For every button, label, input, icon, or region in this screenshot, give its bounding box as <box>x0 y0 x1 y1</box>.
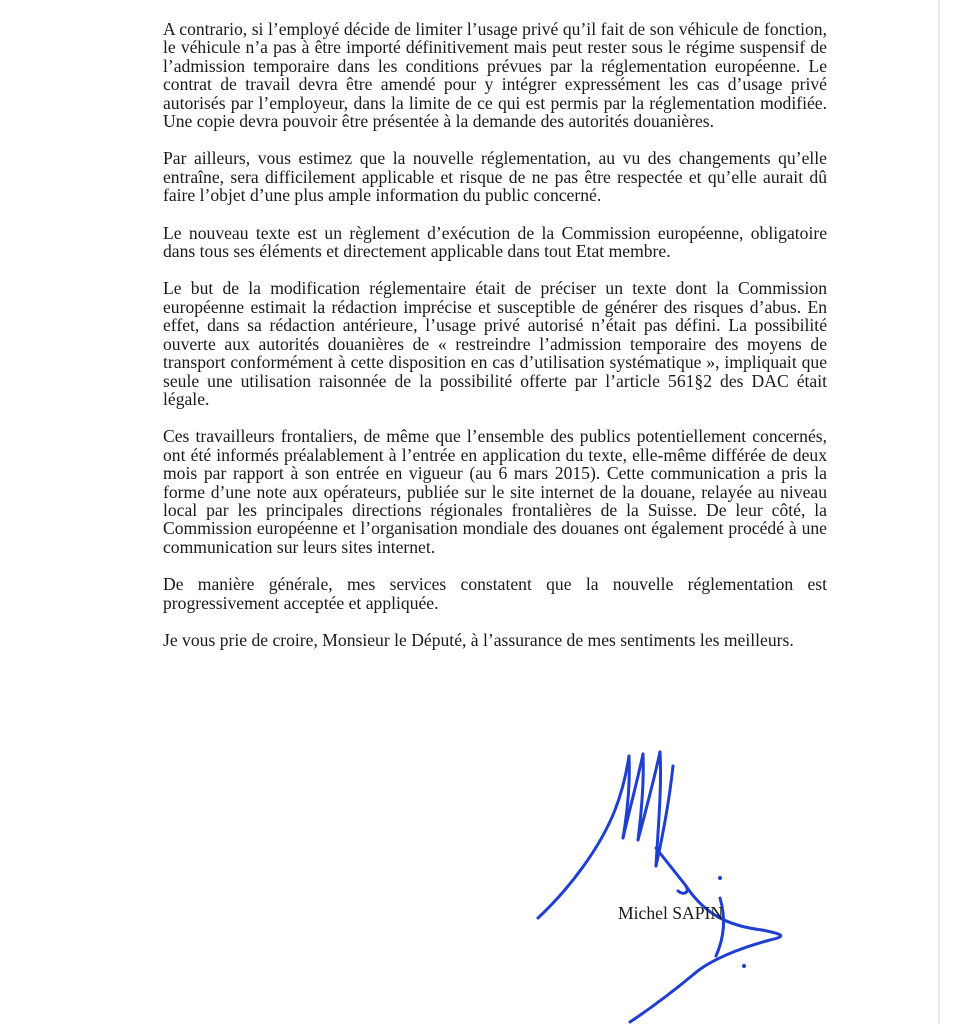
paragraph-formule-politesse: Je vous prie de croire, Monsieur le Député, à l’assurance de mes sentiments les meilleurs. <box>163 629 794 650</box>
paragraph-applicabilite: Par ailleurs, vous estimez que la nouvelle réglementation, au vu des changements qu’elle entraîne, sera difficilement applicable et risque de ne pas être respectée et qu’elle aurait dû faire l’objet d’une plus ample information du public concerné. <box>163 148 827 206</box>
paragraph-acceptation: De manière générale, mes services constatent que la nouvelle réglementation est progressivement acceptée et appliquée. <box>163 574 827 613</box>
scan-edge-line <box>938 0 940 1024</box>
paragraph-communication: Ces travailleurs frontaliers, de même que l’ensemble des publics potentiellement concernés, ont été informés préalablement à l’entrée en application du texte, elle-même différée de deux mois par rapport à son entrée en vigueur (au 6 mars 2015). Cette communication a pris la forme d’une note aux opérateurs, publiée sur le site internet de la douane, relayée au niveau local par les principales directions régionales frontalières de la Suisse. De leur côté, la Commission européenne et l’organisation mondiale des douanes ont également procédé à une communication sur leurs sites internet. <box>163 426 827 557</box>
paragraph-reglement-execution: Le nouveau texte est un règlement d’exécution de la Commission européenne, obligatoire dans tous ses éléments et directement applicable dans tout Etat membre. <box>163 222 827 262</box>
signatory-name: Michel SAPIN <box>618 903 724 923</box>
handwritten-signature-icon <box>530 748 810 1024</box>
letter-body <box>163 20 827 668</box>
signature-block <box>530 748 810 1024</box>
paragraph-admission-temporaire: A contrario, si l’employé décide de limiter l’usage privé qu’il fait de son véhicule de fonction, le véhicule n’a pas à être importé définitivement mais peut rester sous le régime suspensif de l’admission temporaire dans les conditions prévues par la réglementation européenne. Le contrat de travail devra être amendé pour y intégrer expressément les cas d’usage privé autorisés par l’employeur, dans la limite de ce qui est permis par la réglementation modifiée. Une copie devra pouvoir être présentée à la demande des autorités douanières. <box>163 19 827 132</box>
paragraph-but-modification: Le but de la modification réglementaire était de préciser un texte dont la Commission européenne estimait la rédaction imprécise et susceptible de générer des risques d’abus. En effet, dans sa rédaction antérieure, l’usage privé autorisé n’était pas défini. La possibilité ouverte aux autorités douanières de « restreindre l’admission temporaire des moyens de transport conformément à cette disposition en cas d’utilisation systématique », impliquait que seule une utilisation raisonnée de la possibilité offerte par l’article 561§2 des DAC était légale. <box>163 278 827 409</box>
